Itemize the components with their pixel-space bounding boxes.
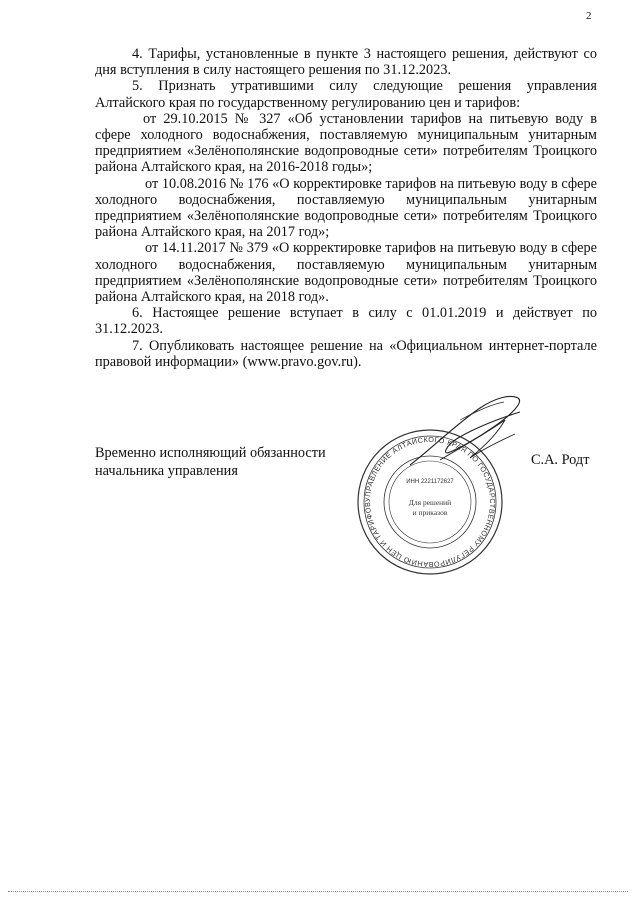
paragraph-7: 7. Опубликовать настоящее решение на «Официальном интернет-портале правовой информации» (www.pravo.gov.ru). bbox=[95, 337, 597, 370]
repealed-decision-379: от 14.11.2017 № 379 «О корректировке тарифов на питьевую воду в сфере холодного водоснабжения, поставляемую муниципальным унитарным предприятием «Зелёнополянские водопроводные сети» потребителям Троицкого района Алтайского края, на 2018 год». bbox=[95, 240, 597, 306]
handwritten-signature bbox=[400, 390, 530, 480]
stamp-codes: ИНН 2221172627 bbox=[406, 479, 454, 485]
signatory-name: С.А. Родт bbox=[531, 452, 590, 468]
repealed-decision-176: от 10.08.2016 № 176 «О корректировке тарифов на питьевую воду в сфере холодного водоснабжения, поставляемую муниципальным унитарным предприятием «Зелёнополянские водопроводные сети» потребителям Троицкого района Алтайского края, на 2017 год»; bbox=[95, 175, 597, 241]
paragraph-5: 5. Признать утратившими силу следующие решения управления Алтайского края по государственному регулированию цен и тарифов: bbox=[95, 78, 597, 111]
stamp-inner-line-1: Для решений bbox=[408, 498, 452, 507]
paragraph-4: 4. Тарифы, установленные в пункте 3 настоящего решения, действуют со дня вступления в силу настоящего решения по 31.12.2023. bbox=[95, 46, 597, 79]
page-number: 2 bbox=[586, 10, 592, 22]
signatory-position bbox=[95, 444, 326, 480]
repealed-decision-327: от 29.10.2015 № 327 «Об установлении тарифов на питьевую воду в сфере холодного водоснабжения, поставляемую муниципальным унитарным предприятием «Зелёнополянские водопроводные сети» потребителям Троицкого района Алтайского края, на 2016-2018 годы»; bbox=[95, 110, 597, 176]
stamp-inner-line-2: и приказов bbox=[412, 508, 448, 517]
document-body bbox=[95, 46, 597, 370]
position-line-2: начальника управления bbox=[95, 463, 238, 479]
position-line-1: Временно исполняющий обязанности bbox=[95, 445, 326, 461]
footer-divider bbox=[8, 891, 628, 892]
stamp-ring-text: УПРАВЛЕНИЕ АЛТАЙСКОГО КРАЯ ПО ГОСУДАРСТВЕННОМУ РЕГУЛИРОВАНИЮ ЦЕН И ТАРИФОВ bbox=[362, 434, 498, 570]
paragraph-6: 6. Настоящее решение вступает в силу с 01.01.2019 и действует по 31.12.2023. bbox=[95, 305, 597, 338]
